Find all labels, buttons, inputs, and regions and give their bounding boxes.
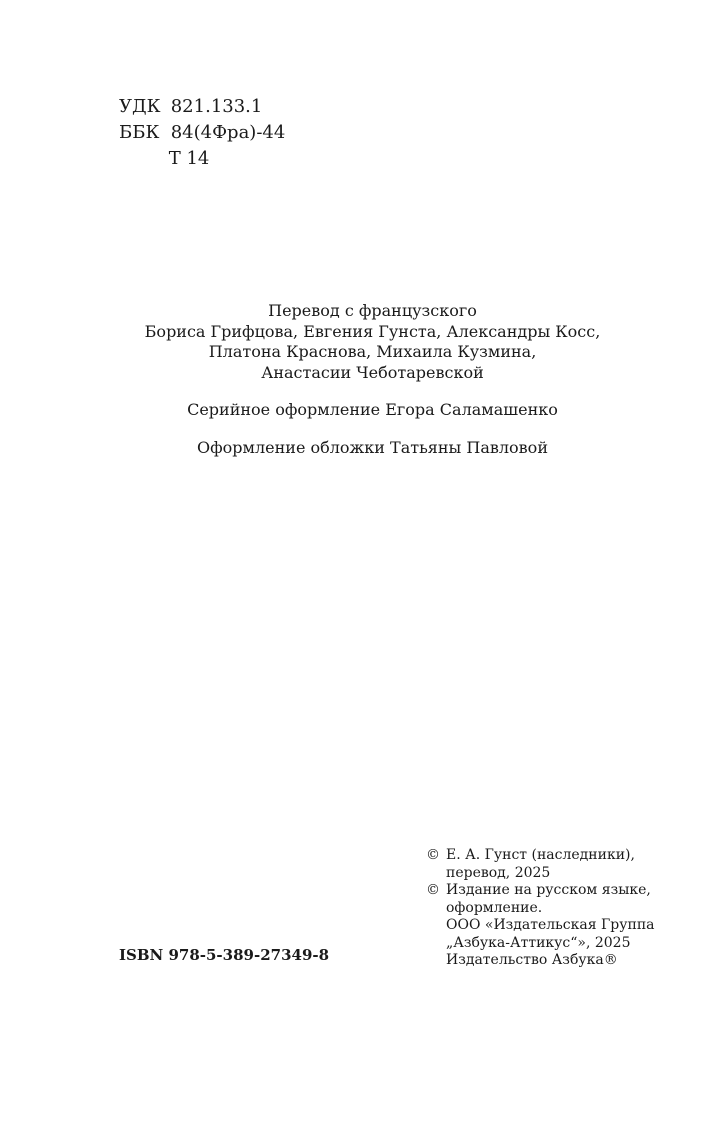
- copyright-line: Е. А. Гунст (наследники),: [446, 847, 635, 863]
- copyright-entry-edition: [426, 882, 655, 970]
- bbk-label: ББК: [119, 122, 160, 143]
- copyright-line: Издательство Азбука®: [446, 952, 618, 968]
- credits-block: [0, 301, 709, 458]
- copyright-block: [426, 847, 655, 970]
- classification-block: [119, 94, 285, 172]
- translation-line: Анастасии Чеботаревской: [261, 362, 484, 382]
- cover-design-credit: Оформление обложки Татьяны Павловой: [197, 437, 548, 457]
- udk-row: [119, 94, 285, 120]
- copyright-symbol: ©: [426, 882, 440, 898]
- author-mark-row: [119, 146, 285, 172]
- udk-code: 821.133.1: [170, 96, 263, 117]
- copyright-symbol: ©: [426, 847, 440, 863]
- copyright-line: перевод, 2025: [446, 864, 551, 881]
- translation-line: Платона Краснова, Михаила Кузмина,: [208, 342, 537, 361]
- copyright-line: „Азбука-Аттикус“», 2025: [446, 934, 631, 951]
- translation-line: Перевод с французского: [268, 301, 477, 320]
- bbk-code: 84(4Фра)-44: [170, 122, 286, 143]
- bbk-row: [119, 120, 285, 146]
- udk-label: УДК: [119, 96, 161, 117]
- series-design-credit: Серийное оформление Егора Саламашенко: [187, 400, 558, 419]
- copyright-line: Издание на русском языке,: [446, 882, 651, 898]
- copyright-entry-translation: [426, 847, 655, 882]
- copyright-line: ООО «Издательская Группа: [446, 917, 655, 933]
- copyright-line: оформление.: [446, 899, 543, 916]
- translation-line: Бориса Грифцова, Евгения Гунста, Александры Косс,: [144, 321, 601, 341]
- author-mark: Т 14: [168, 148, 210, 169]
- isbn: ISBN 978-5-389-27349-8: [119, 946, 330, 964]
